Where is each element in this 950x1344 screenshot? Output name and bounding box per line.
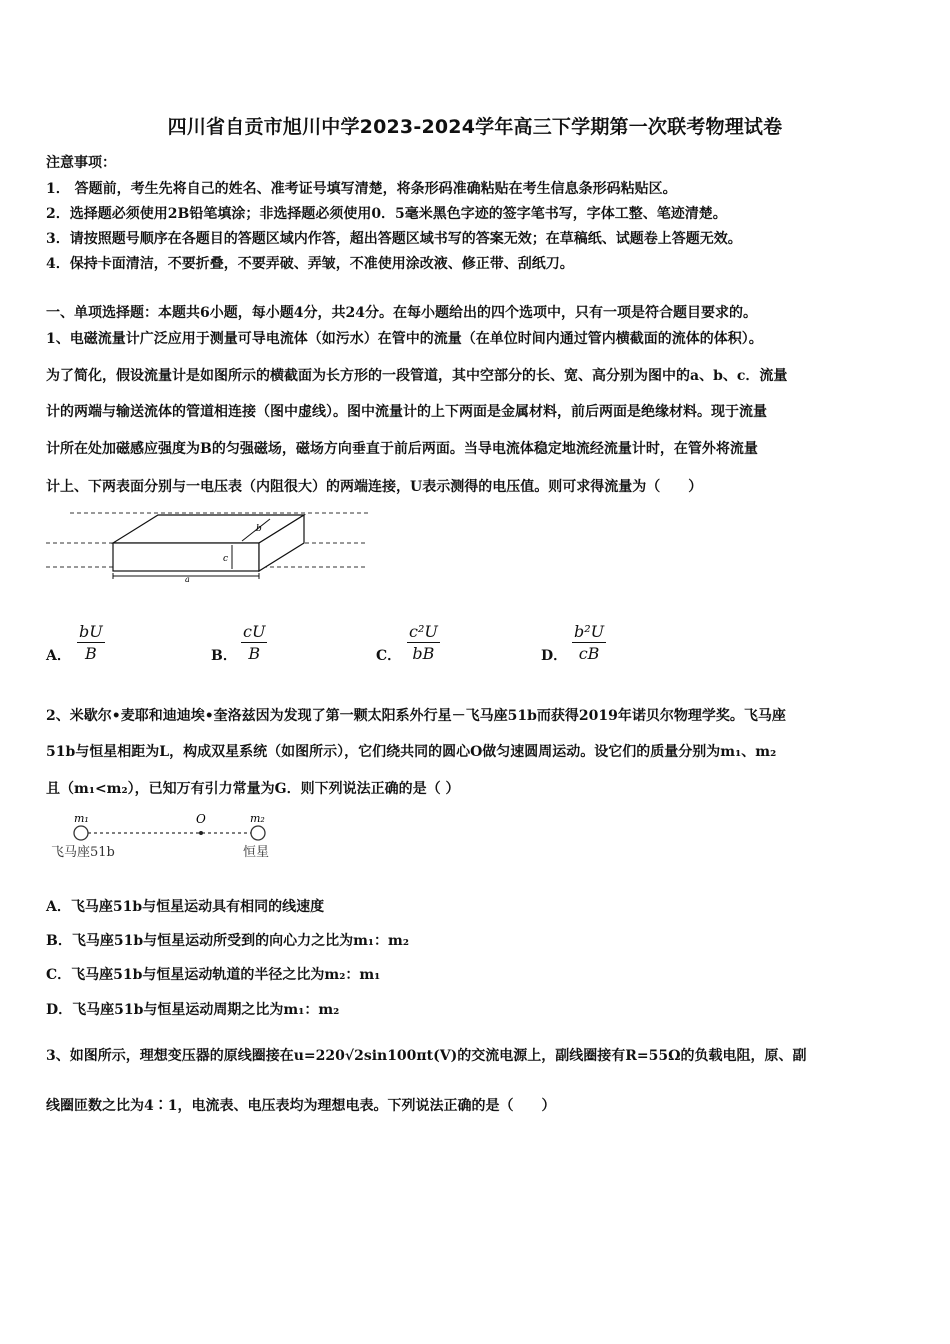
q2-option-c: C．飞马座51b与恒星运动轨道的半径之比为m₂：m₁ xyxy=(46,967,381,983)
q1-line-1: 1、电磁流量计广泛应用于测量可导电流体（如污水）在管中的流量（在单位时间内通过管内横截面的流体的体积）。 xyxy=(46,331,763,347)
notice-item-3: 3．请按照题号顺序在各题目的答题区域内作答，超出答题区域书写的答案无效；在草稿纸、试题卷上答题无效。 xyxy=(46,231,742,247)
q1-option-c-fraction xyxy=(407,622,440,663)
q2-line-3: 且（m₁<m₂），已知万有引力常量为G．则下列说法正确的是（ ） xyxy=(46,781,460,797)
q2-option-d: D．飞马座51b与恒星运动周期之比为m₁：m₂ xyxy=(46,1002,340,1018)
q1-option-d-label: D． xyxy=(541,648,568,664)
fraction-numerator: bU xyxy=(79,622,103,641)
binary-star-figure xyxy=(46,810,286,864)
q1-line-5: 计上、下两表面分别与一电压表（内阻很大）的两端连接，U表示测得的电压值。则可求得流量为（ ） xyxy=(46,479,703,495)
fraction-denominator: B xyxy=(248,644,261,663)
q1-option-d-fraction xyxy=(572,622,606,663)
label-o: O xyxy=(196,812,206,826)
q1-line-3: 计的两端与输送流体的管道相连接（图中虚线）。图中流量计的上下两面是金属材料，前后两面是绝缘材料。现于流量 xyxy=(46,404,767,420)
label-a: a xyxy=(185,575,190,584)
label-m1: m₁ xyxy=(74,812,89,825)
fraction-numerator: c²U xyxy=(409,622,438,641)
fraction-numerator: b²U xyxy=(574,622,605,641)
q1-option-b-fraction xyxy=(241,622,267,663)
label-c: c xyxy=(223,554,229,564)
q3-line-2: 线圈匝数之比为4∶1，电流表、电压表均为理想电表。下列说法正确的是（ ） xyxy=(46,1098,556,1114)
label-planet-name: 飞马座51b xyxy=(51,845,115,860)
section-heading: 一、单项选择题：本题共6小题，每小题4分，共24分。在每小题给出的四个选项中，只有一项是符合题目要求的。 xyxy=(46,305,757,321)
q1-line-2: 为了简化，假设流量计是如图所示的横截面为长方形的一段管道，其中空部分的长、宽、高分别为图中的a、b、c．流量 xyxy=(46,368,788,384)
fraction-denominator: bB xyxy=(412,644,435,663)
notice-item-4: 4．保持卡面清洁，不要折叠，不要弄破、弄皱，不准使用涂改液、修正带、刮纸刀。 xyxy=(46,256,574,272)
label-m2: m₂ xyxy=(250,812,265,825)
label-b: b xyxy=(256,524,262,534)
q1-line-4: 计所在处加磁感应强度为B的匀强磁场，磁场方向垂直于前后两面。当导电流体稳定地流经流量计时，在管外将流量 xyxy=(46,441,758,457)
q2-line-1: 2、米歇尔•麦耶和迪迪埃•奎洛兹因为发现了第一颗太阳系外行星－飞马座51b而获得2019年诺贝尔物理学奖。飞马座 xyxy=(46,708,786,724)
q1-option-a-label: A． xyxy=(46,648,71,664)
q1-option-c-label: C． xyxy=(376,648,402,664)
center-point xyxy=(199,831,203,835)
q2-option-a: A．飞马座51b与恒星运动具有相同的线速度 xyxy=(46,899,325,915)
star-circle xyxy=(251,826,265,840)
fraction-denominator: cB xyxy=(578,644,600,663)
planet-circle xyxy=(74,826,88,840)
q1-option-a-fraction xyxy=(77,622,105,663)
notice-heading: 注意事项： xyxy=(46,155,116,171)
notice-item-1: 1． 答题前，考生先将自己的姓名、准考证号填写清楚，将条形码准确粘贴在考生信息条形码粘贴区。 xyxy=(46,181,677,197)
fraction-numerator: cU xyxy=(243,622,266,641)
q2-line-2: 51b与恒星相距为L，构成双星系统（如图所示），它们绕共同的圆心O做匀速圆周运动。设它们的质量分别为m₁、m₂ xyxy=(46,744,777,760)
q1-option-b-label: B． xyxy=(211,648,237,664)
q3-line-1: 3、如图所示，理想变压器的原线圈接在u=220√2sin100πt(V)的交流电源上，副线圈接有R=55Ω的负载电阻，原、副 xyxy=(46,1048,807,1064)
label-star-name: 恒星 xyxy=(243,845,270,860)
page-title: 四川省自贡市旭川中学2023-2024学年高三下学期第一次联考物理试卷 xyxy=(167,116,783,138)
notice-item-2: 2．选择题必须使用2B铅笔填涂；非选择题必须使用0．5毫米黑色字迹的签字笔书写，字体工整、笔迹清楚。 xyxy=(46,206,727,222)
q2-option-b: B．飞马座51b与恒星运动所受到的向心力之比为m₁：m₂ xyxy=(46,933,409,949)
fraction-denominator: B xyxy=(84,644,97,663)
flowmeter-figure xyxy=(46,505,376,585)
